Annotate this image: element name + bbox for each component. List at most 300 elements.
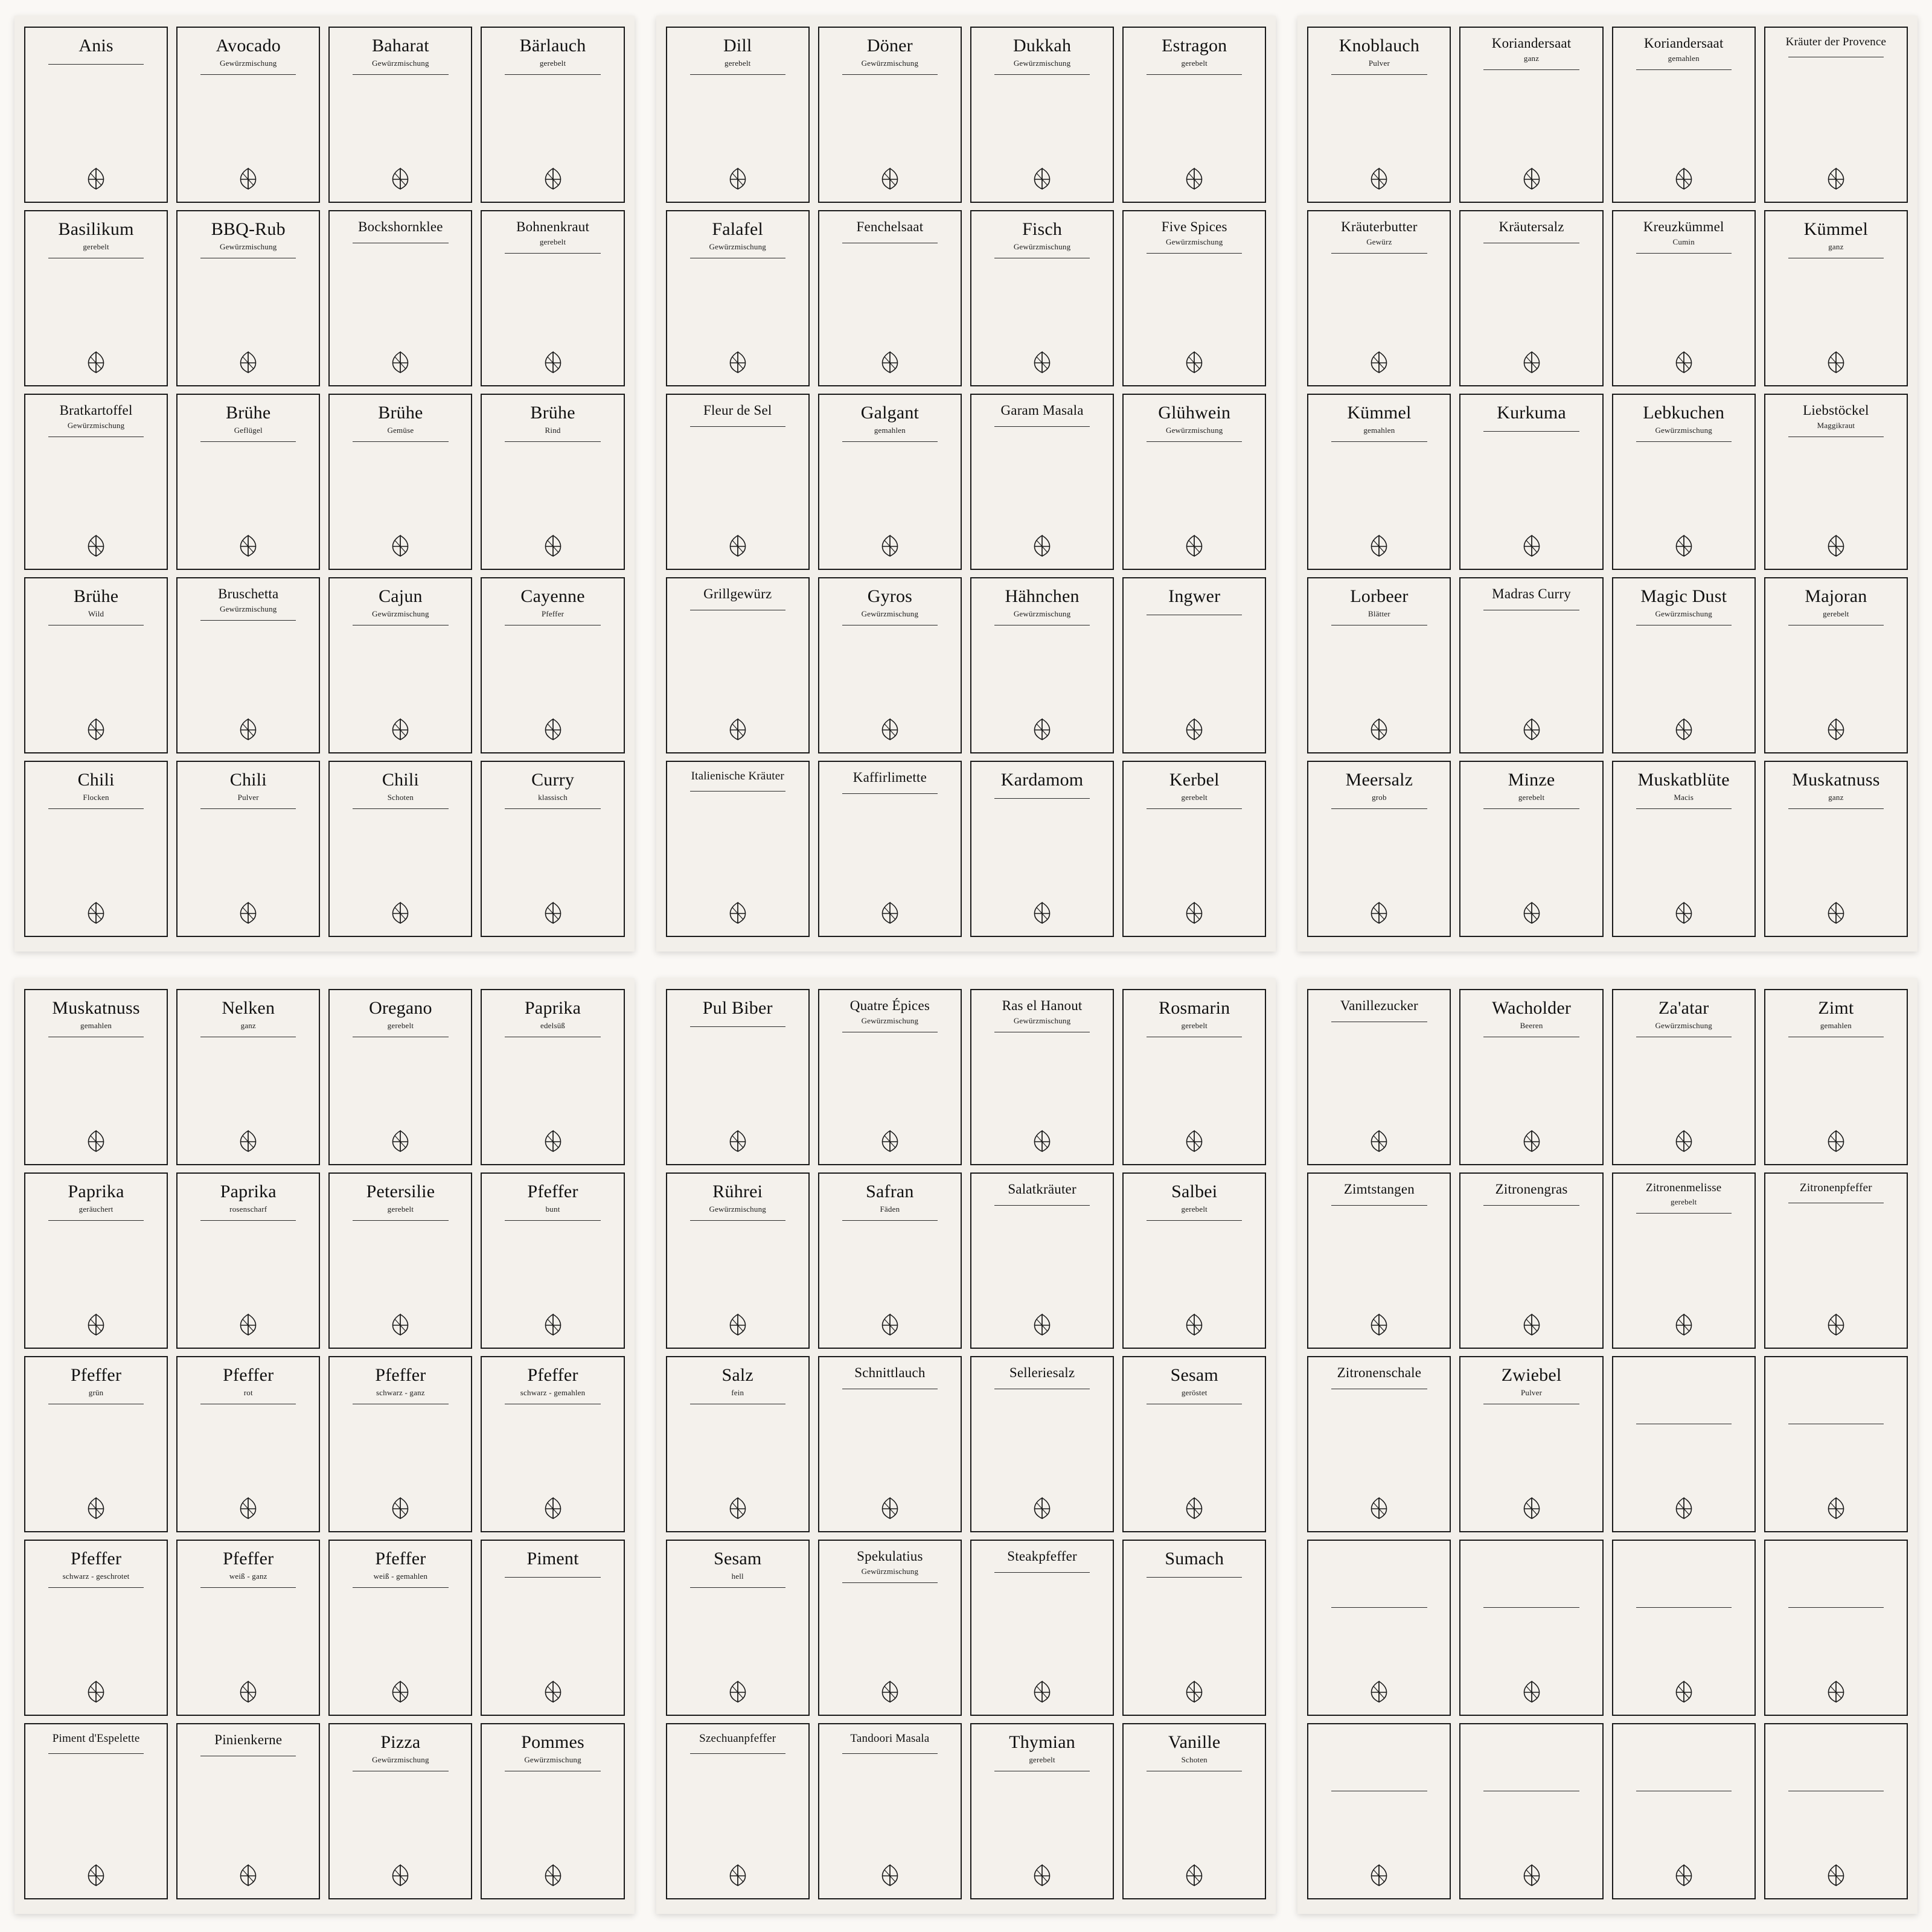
spice-label[interactable] bbox=[1307, 1172, 1451, 1349]
spice-label[interactable] bbox=[666, 1172, 810, 1349]
spice-jar-mark-icon bbox=[1365, 898, 1393, 926]
spice-label[interactable] bbox=[1307, 27, 1451, 203]
spice-label-title: Pul Biber bbox=[702, 998, 773, 1018]
spice-label[interactable] bbox=[328, 394, 472, 570]
spice-label[interactable] bbox=[1764, 761, 1908, 937]
spice-label-rule bbox=[505, 1577, 600, 1578]
spice-label-subtitle: Gemüse bbox=[387, 425, 414, 435]
spice-label[interactable] bbox=[176, 989, 320, 1165]
spice-label-subtitle: Schoten bbox=[387, 792, 414, 802]
spice-label-title: Bohnenkraut bbox=[516, 219, 590, 234]
spice-label-subtitle: Maggikraut bbox=[1817, 421, 1855, 430]
spice-label[interactable] bbox=[970, 1356, 1114, 1532]
spice-jar-mark-icon bbox=[539, 1494, 567, 1521]
spice-jar-mark-icon bbox=[386, 531, 414, 559]
spice-label[interactable] bbox=[970, 761, 1114, 937]
spice-jar-mark-icon bbox=[1670, 1310, 1698, 1338]
spice-label[interactable] bbox=[970, 210, 1114, 386]
spice-label-rule bbox=[1483, 69, 1579, 70]
spice-label[interactable] bbox=[1307, 1356, 1451, 1532]
spice-label-subtitle: gemahlen bbox=[1668, 54, 1700, 63]
spice-label[interactable] bbox=[176, 1723, 320, 1899]
spice-label[interactable] bbox=[970, 577, 1114, 753]
spice-jar-mark-icon bbox=[1518, 1861, 1546, 1889]
spice-label-rule bbox=[200, 1220, 296, 1221]
spice-jar-mark-icon bbox=[82, 1310, 110, 1338]
spice-label-subtitle: Gewürzmischung bbox=[372, 1754, 429, 1764]
spice-jar-mark-icon bbox=[876, 348, 904, 376]
spice-label-title: Pfeffer bbox=[375, 1549, 426, 1569]
spice-label-rule bbox=[1788, 1607, 1884, 1608]
spice-jar-mark-icon bbox=[876, 1127, 904, 1154]
spice-jar-mark-icon bbox=[1365, 531, 1393, 559]
spice-label[interactable] bbox=[818, 394, 962, 570]
spice-label[interactable] bbox=[666, 394, 810, 570]
spice-label-title: Baharat bbox=[372, 36, 429, 56]
spice-label[interactable] bbox=[481, 1723, 624, 1899]
spice-label[interactable] bbox=[1612, 761, 1756, 937]
spice-label-rule bbox=[353, 441, 448, 442]
spice-jar-mark-icon bbox=[386, 898, 414, 926]
spice-label[interactable] bbox=[24, 1356, 168, 1532]
spice-label-rule bbox=[1331, 253, 1427, 254]
spice-label-title: Kardamom bbox=[1000, 770, 1084, 790]
spice-label-title: Muskatblüte bbox=[1637, 770, 1730, 790]
spice-jar-mark-icon bbox=[724, 715, 752, 743]
spice-label[interactable] bbox=[818, 577, 962, 753]
spice-label[interactable] bbox=[1459, 1723, 1603, 1899]
spice-label-subtitle: weiß - gemahlen bbox=[373, 1571, 428, 1581]
spice-label[interactable] bbox=[176, 577, 320, 753]
spice-label-subtitle: Wild bbox=[88, 609, 104, 618]
spice-label-title: Döner bbox=[866, 36, 913, 56]
spice-label[interactable] bbox=[24, 577, 168, 753]
spice-label[interactable] bbox=[24, 1540, 168, 1716]
spice-jar-mark-icon bbox=[1822, 1861, 1850, 1889]
spice-label[interactable] bbox=[328, 27, 472, 203]
spice-label[interactable] bbox=[176, 761, 320, 937]
spice-label[interactable] bbox=[481, 210, 624, 386]
spice-label[interactable] bbox=[176, 1540, 320, 1716]
spice-label[interactable] bbox=[970, 989, 1114, 1165]
spice-label[interactable] bbox=[481, 1172, 624, 1349]
spice-label-title: Madras Curry bbox=[1492, 586, 1571, 601]
spice-label[interactable] bbox=[1122, 1356, 1266, 1532]
spice-label-title: Fenchelsaat bbox=[856, 219, 924, 234]
spice-label-rule bbox=[1147, 1220, 1242, 1221]
spice-label-rule bbox=[842, 1582, 938, 1583]
spice-label-title: Piment bbox=[526, 1549, 579, 1569]
spice-label-title: Ras el Hanout bbox=[1002, 998, 1083, 1013]
spice-label-title: Pfeffer bbox=[71, 1549, 122, 1569]
spice-jar-mark-icon bbox=[234, 1861, 262, 1889]
spice-label[interactable] bbox=[666, 27, 810, 203]
spice-jar-mark-icon bbox=[234, 1494, 262, 1521]
spice-label-rule bbox=[842, 74, 938, 75]
spice-label-subtitle: Macis bbox=[1674, 792, 1694, 802]
spice-jar-mark-icon bbox=[1822, 348, 1850, 376]
spice-label[interactable] bbox=[481, 989, 624, 1165]
spice-label[interactable] bbox=[1122, 761, 1266, 937]
spice-label-subtitle: gemahlen bbox=[874, 425, 906, 435]
spice-label[interactable] bbox=[481, 394, 624, 570]
spice-label[interactable] bbox=[1764, 1540, 1908, 1716]
spice-jar-mark-icon bbox=[1180, 164, 1208, 192]
spice-jar-mark-icon bbox=[1180, 1861, 1208, 1889]
spice-label-title: Zimt bbox=[1818, 998, 1854, 1018]
spice-label-title: Quatre Épices bbox=[849, 998, 930, 1013]
spice-label[interactable] bbox=[1764, 577, 1908, 753]
spice-label[interactable] bbox=[24, 761, 168, 937]
spice-label[interactable] bbox=[1459, 761, 1603, 937]
spice-label-subtitle: bunt bbox=[545, 1204, 560, 1214]
spice-label-title: Italienische Kräuter bbox=[691, 770, 784, 782]
spice-label-title: Pfeffer bbox=[375, 1365, 426, 1385]
spice-label-title: Muskatnuss bbox=[52, 998, 140, 1018]
spice-label[interactable] bbox=[1459, 1356, 1603, 1532]
spice-label-subtitle: edelsüß bbox=[540, 1020, 566, 1030]
spice-label-title: Brühe bbox=[378, 403, 423, 423]
spice-label-subtitle: gerebelt bbox=[1671, 1197, 1697, 1206]
spice-label-title: Kräutersalz bbox=[1499, 219, 1564, 234]
spice-label-title: Koriandersaat bbox=[1643, 36, 1724, 51]
spice-label[interactable] bbox=[1459, 210, 1603, 386]
spice-label-subtitle: Geflügel bbox=[234, 425, 263, 435]
label-sheet bbox=[656, 16, 1276, 952]
spice-label[interactable] bbox=[328, 989, 472, 1165]
spice-label-title: Zitronenmelisse bbox=[1646, 1182, 1722, 1194]
spice-label-title: Steakpfeffer bbox=[1007, 1549, 1077, 1564]
spice-label[interactable] bbox=[1307, 1723, 1451, 1899]
spice-label-rule bbox=[842, 793, 938, 794]
spice-label-subtitle: Pulver bbox=[1520, 1387, 1543, 1397]
spice-label[interactable] bbox=[24, 1172, 168, 1349]
spice-label-title: Kümmel bbox=[1803, 219, 1868, 239]
spice-label-subtitle: Gewürzmischung bbox=[709, 242, 766, 251]
spice-label-subtitle: Rind bbox=[545, 425, 561, 435]
spice-jar-mark-icon bbox=[1180, 1310, 1208, 1338]
spice-label[interactable] bbox=[1612, 1540, 1756, 1716]
spice-jar-mark-icon bbox=[724, 1677, 752, 1705]
spice-label-rule bbox=[1147, 808, 1242, 809]
spice-label[interactable] bbox=[666, 1723, 810, 1899]
spice-label[interactable] bbox=[818, 1172, 962, 1349]
spice-label[interactable] bbox=[481, 27, 624, 203]
spice-label-rule bbox=[353, 1220, 448, 1221]
spice-label-title: Za'atar bbox=[1659, 998, 1709, 1018]
spice-jar-mark-icon bbox=[724, 531, 752, 559]
spice-label[interactable] bbox=[1122, 1723, 1266, 1899]
spice-label[interactable] bbox=[24, 27, 168, 203]
label-sheet bbox=[1297, 16, 1918, 952]
spice-label[interactable] bbox=[1307, 394, 1451, 570]
spice-label-subtitle: Gewürzmischung bbox=[1013, 58, 1071, 68]
spice-label-subtitle: gerebelt bbox=[1029, 1754, 1055, 1764]
spice-label[interactable] bbox=[24, 989, 168, 1165]
spice-label-title: Falafel bbox=[712, 219, 764, 239]
spice-jar-mark-icon bbox=[234, 1677, 262, 1705]
spice-jar-mark-icon bbox=[539, 164, 567, 192]
spice-label[interactable] bbox=[1459, 577, 1603, 753]
spice-label[interactable] bbox=[970, 27, 1114, 203]
spice-label[interactable] bbox=[1764, 210, 1908, 386]
spice-jar-mark-icon bbox=[1670, 348, 1698, 376]
spice-label[interactable] bbox=[328, 1172, 472, 1349]
spice-jar-mark-icon bbox=[539, 1310, 567, 1338]
spice-label-title: Garam Masala bbox=[1000, 403, 1084, 418]
spice-label-subtitle: gerebelt bbox=[1181, 58, 1208, 68]
spice-jar-mark-icon bbox=[386, 1494, 414, 1521]
spice-label[interactable] bbox=[1307, 577, 1451, 753]
spice-label-rule bbox=[690, 1587, 785, 1588]
spice-label-title: Fleur de Sel bbox=[703, 403, 772, 418]
spice-label[interactable] bbox=[481, 761, 624, 937]
spice-label-subtitle: Gewürzmischung bbox=[1013, 609, 1071, 618]
spice-label-title: Zitronengras bbox=[1495, 1182, 1568, 1197]
spice-jar-mark-icon bbox=[1518, 348, 1546, 376]
spice-label[interactable] bbox=[818, 1356, 962, 1532]
spice-label[interactable] bbox=[818, 1723, 962, 1899]
spice-label-subtitle: Gewürzmischung bbox=[1013, 1016, 1071, 1026]
spice-label[interactable] bbox=[328, 761, 472, 937]
spice-label[interactable] bbox=[1122, 1540, 1266, 1716]
spice-label[interactable] bbox=[970, 1540, 1114, 1716]
spice-label-title: Paprika bbox=[220, 1182, 277, 1201]
spice-label[interactable] bbox=[1122, 210, 1266, 386]
spice-label-title: Pfeffer bbox=[527, 1182, 578, 1201]
spice-label[interactable] bbox=[666, 989, 810, 1165]
spice-label[interactable] bbox=[1122, 577, 1266, 753]
spice-label-title: Paprika bbox=[68, 1182, 124, 1201]
spice-jar-mark-icon bbox=[1518, 898, 1546, 926]
spice-label-rule bbox=[48, 1587, 144, 1588]
spice-label[interactable] bbox=[328, 210, 472, 386]
spice-jar-mark-icon bbox=[1365, 1127, 1393, 1154]
spice-jar-mark-icon bbox=[1180, 1127, 1208, 1154]
spice-label-title: Rührei bbox=[712, 1182, 763, 1201]
spice-label[interactable] bbox=[818, 1540, 962, 1716]
spice-label[interactable] bbox=[1612, 27, 1756, 203]
spice-label-subtitle: Pulver bbox=[1368, 58, 1390, 68]
spice-label-title: Avocado bbox=[216, 36, 281, 56]
spice-jar-mark-icon bbox=[1180, 348, 1208, 376]
spice-label[interactable] bbox=[1764, 1723, 1908, 1899]
spice-label-rule bbox=[1636, 1213, 1732, 1214]
spice-label[interactable] bbox=[481, 1540, 624, 1716]
spice-jar-mark-icon bbox=[1518, 164, 1546, 192]
spice-jar-mark-icon bbox=[1028, 348, 1056, 376]
spice-label[interactable] bbox=[1459, 1172, 1603, 1349]
spice-label-subtitle: Gewürzmischung bbox=[372, 609, 429, 618]
spice-label[interactable] bbox=[176, 210, 320, 386]
spice-label-rule bbox=[1636, 808, 1732, 809]
spice-label-subtitle: schwarz - ganz bbox=[376, 1387, 425, 1397]
spice-label-subtitle: gemahlen bbox=[1363, 425, 1395, 435]
spice-label-title: Kurkuma bbox=[1497, 403, 1566, 423]
spice-label[interactable] bbox=[24, 394, 168, 570]
spice-label[interactable] bbox=[176, 1356, 320, 1532]
spice-label[interactable] bbox=[1612, 210, 1756, 386]
spice-label[interactable] bbox=[666, 577, 810, 753]
spice-label-subtitle: gemahlen bbox=[1820, 1020, 1852, 1030]
spice-label-title: Nelken bbox=[222, 998, 275, 1018]
spice-label[interactable] bbox=[1307, 761, 1451, 937]
spice-label-subtitle: ganz bbox=[1828, 792, 1844, 802]
spice-jar-mark-icon bbox=[1670, 1677, 1698, 1705]
spice-label-rule bbox=[690, 1026, 785, 1027]
spice-label-subtitle: Blätter bbox=[1368, 609, 1390, 618]
spice-label-subtitle: gerebelt bbox=[1518, 792, 1545, 802]
spice-label[interactable] bbox=[1307, 1540, 1451, 1716]
spice-label-title: Brühe bbox=[226, 403, 271, 423]
spice-label[interactable] bbox=[666, 210, 810, 386]
spice-label-rule bbox=[505, 74, 600, 75]
spice-label-rule bbox=[842, 1220, 938, 1221]
spice-label[interactable] bbox=[818, 761, 962, 937]
spice-jar-mark-icon bbox=[1180, 531, 1208, 559]
spice-label-subtitle: Cumin bbox=[1672, 237, 1695, 247]
spice-label-rule bbox=[353, 74, 448, 75]
spice-label[interactable] bbox=[1764, 989, 1908, 1165]
spice-label-title: Paprika bbox=[525, 998, 581, 1018]
spice-label-title: Kümmel bbox=[1347, 403, 1412, 423]
spice-label[interactable] bbox=[1612, 394, 1756, 570]
spice-label[interactable] bbox=[1459, 27, 1603, 203]
spice-label[interactable] bbox=[818, 27, 962, 203]
spice-label[interactable] bbox=[1459, 394, 1603, 570]
spice-jar-mark-icon bbox=[234, 531, 262, 559]
spice-jar-mark-icon bbox=[1822, 1127, 1850, 1154]
spice-label[interactable] bbox=[1764, 1356, 1908, 1532]
spice-label-title: Kaffirlimette bbox=[852, 770, 927, 785]
spice-label-rule bbox=[690, 1220, 785, 1221]
spice-label[interactable] bbox=[328, 577, 472, 753]
spice-label[interactable] bbox=[328, 1540, 472, 1716]
spice-label-rule bbox=[505, 808, 600, 809]
spice-jar-mark-icon bbox=[1365, 1310, 1393, 1338]
spice-label[interactable] bbox=[1612, 1723, 1756, 1899]
spice-label[interactable] bbox=[818, 989, 962, 1165]
spice-label[interactable] bbox=[970, 1723, 1114, 1899]
spice-label-title: Schnittlauch bbox=[854, 1365, 926, 1380]
spice-label[interactable] bbox=[666, 761, 810, 937]
spice-label-subtitle: gerebelt bbox=[1181, 1020, 1208, 1030]
spice-label-title: Zitronenschale bbox=[1337, 1365, 1422, 1380]
spice-label-title: Meersalz bbox=[1345, 770, 1413, 790]
spice-label[interactable] bbox=[481, 1356, 624, 1532]
spice-label[interactable] bbox=[1459, 989, 1603, 1165]
spice-label[interactable] bbox=[666, 1356, 810, 1532]
spice-label-rule bbox=[1147, 1577, 1242, 1578]
spice-label-subtitle: gerebelt bbox=[1181, 1204, 1208, 1214]
spice-label-title: Petersilie bbox=[366, 1182, 435, 1201]
spice-label-rule bbox=[505, 253, 600, 254]
spice-label[interactable] bbox=[328, 1356, 472, 1532]
spice-label-title: Knoblauch bbox=[1339, 36, 1420, 56]
spice-label-rule bbox=[994, 798, 1090, 799]
spice-jar-mark-icon bbox=[234, 1310, 262, 1338]
spice-label[interactable] bbox=[176, 27, 320, 203]
spice-label-rule bbox=[1636, 69, 1732, 70]
spice-label[interactable] bbox=[1122, 989, 1266, 1165]
spice-label-title: Oregano bbox=[369, 998, 432, 1018]
spice-label[interactable] bbox=[1612, 577, 1756, 753]
spice-label[interactable] bbox=[24, 1723, 168, 1899]
spice-label[interactable] bbox=[1612, 1356, 1756, 1532]
spice-label-title: Rosmarin bbox=[1159, 998, 1230, 1018]
spice-jar-mark-icon bbox=[876, 1677, 904, 1705]
spice-jar-mark-icon bbox=[539, 898, 567, 926]
spice-label[interactable] bbox=[818, 210, 962, 386]
spice-label[interactable] bbox=[1764, 1172, 1908, 1349]
spice-jar-mark-icon bbox=[876, 715, 904, 743]
spice-label-rule bbox=[994, 1205, 1090, 1206]
spice-label[interactable] bbox=[481, 577, 624, 753]
spice-label[interactable] bbox=[666, 1540, 810, 1716]
spice-jar-mark-icon bbox=[724, 1494, 752, 1521]
spice-label-rule bbox=[1636, 253, 1732, 254]
spice-label[interactable] bbox=[24, 210, 168, 386]
spice-label[interactable] bbox=[1612, 989, 1756, 1165]
spice-label-rule bbox=[48, 64, 144, 65]
spice-label[interactable] bbox=[1122, 1172, 1266, 1349]
spice-label[interactable] bbox=[1764, 27, 1908, 203]
spice-label-subtitle: Gewürzmischung bbox=[219, 58, 277, 68]
spice-jar-mark-icon bbox=[1028, 1310, 1056, 1338]
spice-label-rule bbox=[1636, 1607, 1732, 1608]
spice-jar-mark-icon bbox=[1670, 715, 1698, 743]
spice-label-subtitle: Gewürzmischung bbox=[1013, 242, 1071, 251]
spice-label[interactable] bbox=[970, 394, 1114, 570]
spice-label-title: Minze bbox=[1508, 770, 1555, 790]
spice-label-title: Majoran bbox=[1805, 586, 1867, 606]
spice-label-title: Dill bbox=[723, 36, 752, 56]
spice-label[interactable] bbox=[1612, 1172, 1756, 1349]
spice-label-title: Chili bbox=[77, 770, 115, 790]
spice-label[interactable] bbox=[1307, 989, 1451, 1165]
spice-label-title: Sesam bbox=[1170, 1365, 1218, 1385]
spice-label-rule bbox=[1331, 441, 1427, 442]
spice-label-rule bbox=[200, 441, 296, 442]
spice-label-title: Ingwer bbox=[1168, 586, 1221, 606]
spice-label-rule bbox=[690, 426, 785, 427]
spice-label[interactable] bbox=[1122, 394, 1266, 570]
spice-label-rule bbox=[48, 808, 144, 809]
spice-label[interactable] bbox=[176, 394, 320, 570]
spice-label[interactable] bbox=[1122, 27, 1266, 203]
spice-label-subtitle: rosenscharf bbox=[229, 1204, 267, 1214]
spice-jar-mark-icon bbox=[876, 1861, 904, 1889]
spice-label-subtitle: Gewürzmischung bbox=[861, 58, 919, 68]
spice-label-title: Kräuterbutter bbox=[1341, 219, 1418, 234]
spice-label-rule bbox=[994, 426, 1090, 427]
spice-label-subtitle: Gewürzmischung bbox=[861, 1016, 919, 1026]
spice-jar-mark-icon bbox=[1028, 1494, 1056, 1521]
spice-jar-mark-icon bbox=[82, 715, 110, 743]
spice-label[interactable] bbox=[970, 1172, 1114, 1349]
spice-label[interactable] bbox=[1764, 394, 1908, 570]
spice-label-rule bbox=[1147, 74, 1242, 75]
spice-label[interactable] bbox=[176, 1172, 320, 1349]
spice-label-title: Magic Dust bbox=[1640, 586, 1727, 606]
spice-label-title: Lorbeer bbox=[1350, 586, 1409, 606]
spice-label[interactable] bbox=[1307, 210, 1451, 386]
spice-label[interactable] bbox=[328, 1723, 472, 1899]
spice-jar-mark-icon bbox=[1028, 715, 1056, 743]
spice-label-subtitle: gerebelt bbox=[539, 237, 566, 247]
spice-label[interactable] bbox=[1459, 1540, 1603, 1716]
spice-label-title: Sesam bbox=[714, 1549, 762, 1569]
